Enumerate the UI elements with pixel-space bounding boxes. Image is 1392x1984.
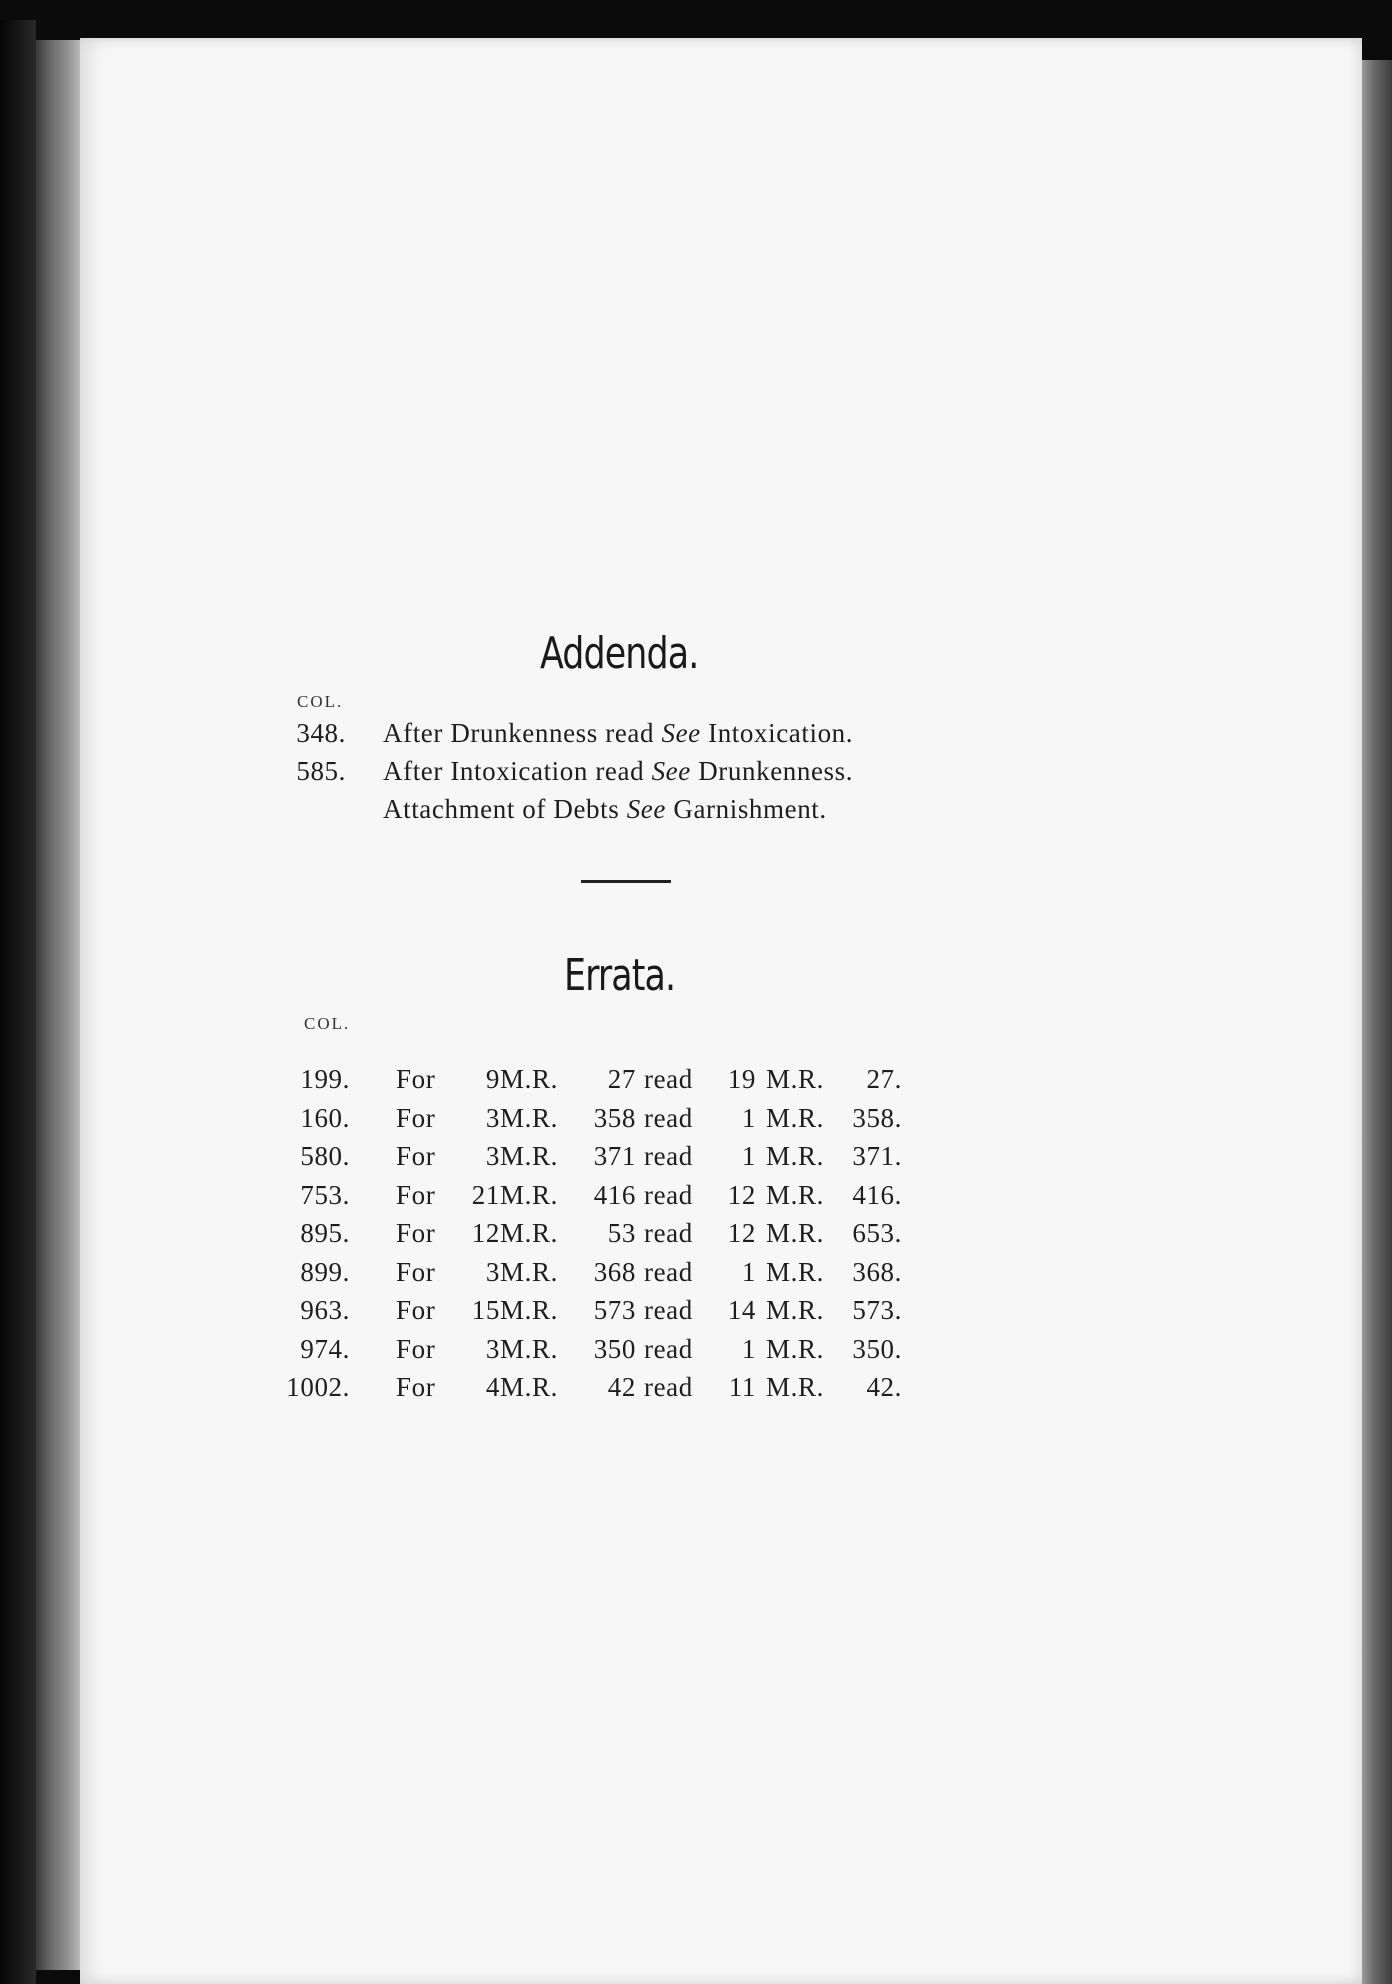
errata-correct-vol: 12 (727, 1218, 756, 1248)
errata-col-number: 974. (300, 1333, 350, 1364)
errata-for-word: For (396, 1295, 436, 1325)
errata-wrong-page: 350 (593, 1333, 636, 1364)
errata-correct-vol: 1 (741, 1256, 756, 1287)
addenda-see-reference: See (626, 794, 666, 824)
addenda-entry-text (383, 718, 853, 749)
errata-correct-page: 573. (852, 1295, 902, 1325)
errata-row (80, 1064, 980, 1098)
errata-wrong-page: 42 (607, 1372, 636, 1402)
addenda-entry-lead: After Intoxication read (383, 756, 645, 786)
errata-wrong-mr: M.R. (500, 1372, 558, 1402)
errata-wrong-page: 27 (607, 1064, 636, 1094)
errata-wrong-mr: M.R. (500, 1256, 558, 1287)
errata-heading: Errata. (564, 950, 676, 1001)
errata-correct-vol: 19 (727, 1064, 756, 1094)
errata-for-word: For (396, 1333, 436, 1364)
errata-wrong-mr: M.R. (500, 1064, 558, 1094)
errata-wrong-vol: 9 (485, 1064, 500, 1094)
errata-read-word: read (644, 1218, 693, 1248)
errata-for-word: For (396, 1179, 436, 1210)
errata-correct-vol: 1 (741, 1102, 756, 1133)
left-page-edge (36, 40, 80, 1970)
errata-correct-mr: M.R. (766, 1141, 824, 1171)
errata-wrong-page: 573 (593, 1295, 636, 1325)
errata-correct-vol: 1 (741, 1141, 756, 1171)
errata-col-number: 895. (300, 1218, 350, 1248)
section-divider-rule (581, 880, 671, 883)
addenda-entry-target: Intoxication. (708, 718, 854, 748)
errata-col-label: COL. (304, 1014, 351, 1033)
errata-correct-mr: M.R. (766, 1256, 824, 1287)
errata-correct-mr: M.R. (766, 1372, 824, 1402)
errata-correct-mr: M.R. (766, 1179, 824, 1210)
errata-wrong-mr: M.R. (500, 1141, 558, 1171)
errata-for-word: For (396, 1256, 436, 1287)
errata-read-word: read (644, 1064, 693, 1094)
errata-col-number: 160. (300, 1102, 350, 1133)
errata-wrong-page: 53 (607, 1218, 636, 1248)
addenda-entry-lead: Attachment of Debts (383, 794, 620, 824)
errata-correct-page: 42. (866, 1372, 902, 1402)
errata-for-word: For (396, 1218, 436, 1248)
addenda-heading: Addenda. (540, 628, 699, 679)
errata-read-word: read (644, 1256, 693, 1287)
right-page-edge (1362, 60, 1392, 1984)
errata-correct-mr: M.R. (766, 1333, 824, 1364)
errata-row (80, 1334, 980, 1368)
errata-correct-page: 350. (852, 1333, 902, 1364)
errata-col-number: 899. (300, 1256, 350, 1287)
addenda-col-label: COL. (297, 692, 344, 711)
errata-correct-mr: M.R. (766, 1102, 824, 1133)
errata-correct-mr: M.R. (766, 1064, 824, 1094)
errata-col-number: 580. (300, 1141, 350, 1171)
addenda-see-reference: See (651, 756, 691, 786)
errata-col-number: 1002. (286, 1372, 350, 1402)
addenda-entry-text (383, 756, 853, 787)
errata-row (80, 1218, 980, 1252)
addenda-entry-target: Drunkenness. (698, 756, 854, 786)
errata-row (80, 1180, 980, 1214)
errata-wrong-vol: 3 (485, 1333, 500, 1364)
addenda-entry-lead: After Drunkenness read (383, 718, 655, 748)
errata-read-word: read (644, 1295, 693, 1325)
errata-correct-page: 358. (852, 1102, 902, 1133)
errata-wrong-mr: M.R. (500, 1102, 558, 1133)
errata-wrong-vol: 4 (485, 1372, 500, 1402)
errata-row (80, 1295, 980, 1329)
errata-read-word: read (644, 1179, 693, 1210)
errata-correct-vol: 12 (727, 1179, 756, 1210)
addenda-col-number: 585. (296, 756, 346, 786)
errata-row (80, 1257, 980, 1291)
errata-wrong-page: 358 (593, 1102, 636, 1133)
errata-wrong-page: 416 (593, 1179, 636, 1210)
errata-correct-page: 371. (852, 1141, 902, 1171)
errata-correct-page: 368. (852, 1256, 902, 1287)
errata-correct-vol: 1 (741, 1333, 756, 1364)
errata-correct-vol: 14 (727, 1295, 756, 1325)
errata-col-number: 753. (300, 1179, 350, 1210)
errata-wrong-mr: M.R. (500, 1295, 558, 1325)
errata-correct-page: 416. (852, 1179, 902, 1210)
errata-read-word: read (644, 1102, 693, 1133)
addenda-col-number: 348. (296, 718, 346, 748)
addenda-see-reference: See (661, 718, 701, 748)
errata-wrong-page: 368 (593, 1256, 636, 1287)
errata-row (80, 1103, 980, 1137)
errata-wrong-vol: 15 (471, 1295, 500, 1325)
errata-col-number: 963. (300, 1295, 350, 1325)
errata-read-word: read (644, 1372, 693, 1402)
errata-for-word: For (396, 1372, 436, 1402)
errata-wrong-page: 371 (593, 1141, 636, 1171)
errata-wrong-vol: 12 (471, 1218, 500, 1248)
errata-correct-mr: M.R. (766, 1295, 824, 1325)
errata-row (80, 1372, 980, 1406)
errata-for-word: For (396, 1064, 436, 1094)
errata-correct-page: 27. (866, 1064, 902, 1094)
errata-for-word: For (396, 1102, 436, 1133)
errata-read-word: read (644, 1141, 693, 1171)
addenda-entry-text (383, 794, 827, 825)
errata-wrong-vol: 21 (471, 1179, 500, 1210)
errata-for-word: For (396, 1141, 436, 1171)
binding-shadow (0, 20, 36, 1984)
errata-col-number: 199. (300, 1064, 350, 1094)
addenda-entry-target: Garnishment. (673, 794, 827, 824)
errata-correct-vol: 11 (728, 1372, 756, 1402)
errata-wrong-mr: M.R. (500, 1218, 558, 1248)
errata-read-word: read (644, 1333, 693, 1364)
errata-correct-mr: M.R. (766, 1218, 824, 1248)
errata-correct-page: 653. (852, 1218, 902, 1248)
book-page (80, 38, 1362, 1984)
errata-wrong-vol: 3 (485, 1102, 500, 1133)
errata-row (80, 1141, 980, 1175)
errata-wrong-mr: M.R. (500, 1333, 558, 1364)
errata-wrong-vol: 3 (485, 1256, 500, 1287)
errata-wrong-vol: 3 (485, 1141, 500, 1171)
errata-wrong-mr: M.R. (500, 1179, 558, 1210)
